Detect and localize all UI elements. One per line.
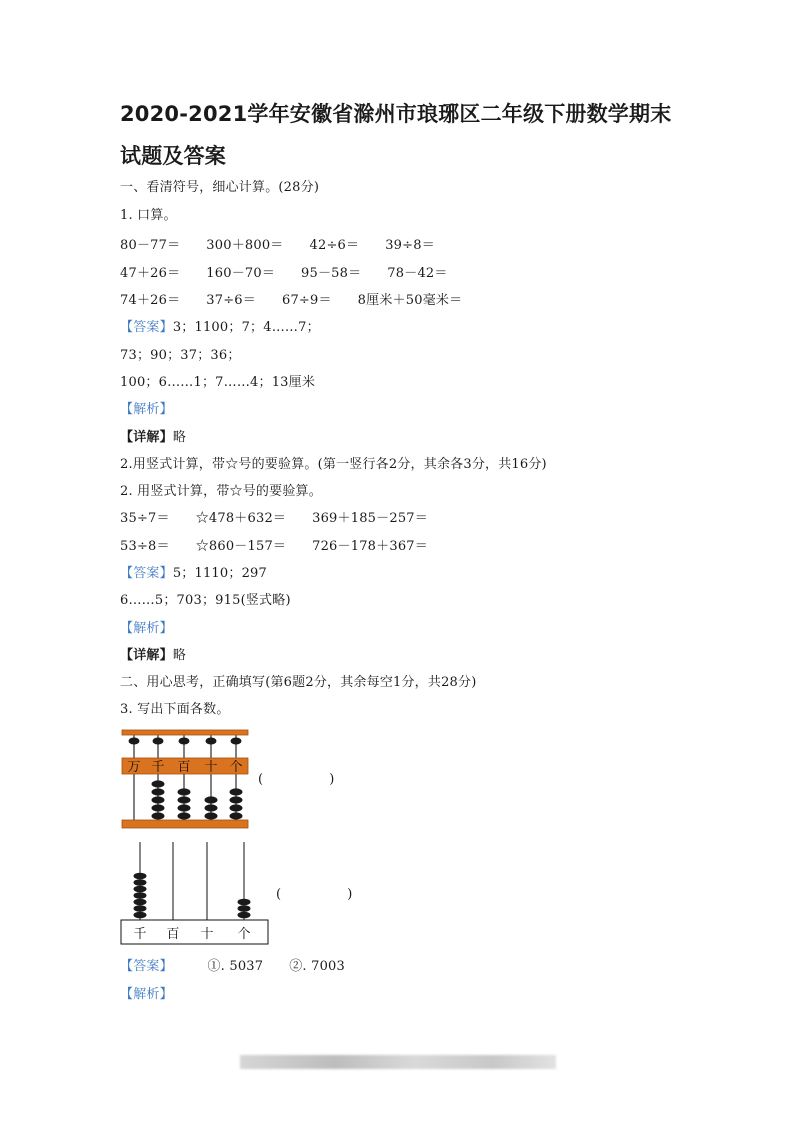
answer-label: 【答案】 [120,320,173,335]
abacus-place-label: 十 [204,760,218,775]
abacus-bead [230,804,243,811]
counting-rods-figure [118,840,278,950]
analysis-label: 【解析】 [120,987,173,1002]
calc-row-3: 74＋26＝ 37÷6＝ 67÷9＝ 8厘米＋50毫米＝ [120,293,463,308]
section-2-heading: 二、用心思考，正确填写(第6题2分，其余每空1分，共28分) [120,675,477,690]
vertical-calc-row-2: 53÷8＝ ☆860－157＝ 726－178＋367＝ [120,539,428,554]
abacus-place-label: 万 [127,760,141,775]
calc-row-2: 47＋26＝ 160－70＝ 95－58＝ 78－42＝ [120,266,448,281]
abacus-place-label: 千 [151,760,165,775]
abacus-bead [152,804,165,811]
rod-bead [134,899,147,906]
analysis-label: 【解析】 [120,621,173,636]
question-2-heading: 2.用竖式计算，带☆号的要验算。(第一竖行各2分，其余各3分，共16分) [120,457,547,472]
abacus-bead [152,788,165,795]
question-2: 2. 用竖式计算，带☆号的要验算。 [120,484,322,499]
document-title: 2020-2021学年安徽省滁州市琅琊区二年级下册数学期末试题及答案 [120,102,672,168]
rod-bead [134,886,147,893]
abacus-bead [178,812,191,819]
answer-row-2: 73；90；37；36； [120,348,241,363]
abacus-bar [122,820,248,828]
abacus-bead [231,738,242,745]
vertical-calc-row-1: 35÷7＝ ☆478＋632＝ 369＋185－257＝ [120,511,428,526]
detail-label: 【详解】 [120,648,173,663]
abacus-bead [178,788,191,795]
answer-row-1 [120,320,320,336]
analysis-label: 【解析】 [120,402,173,417]
answer-label: 【答案】 [120,566,173,581]
abacus-place-label: 个 [229,760,243,775]
answer-blank-1: ( ) [258,772,335,787]
answer-text: 3；1100；7；4……7； [172,320,320,335]
rod-bead [134,912,147,919]
detail-label: 【详解】 [120,430,173,445]
abacus-bead [205,804,218,811]
answer-row-6 [120,959,345,975]
answer-row-3: 100；6……1；7……4；13厘米 [120,375,316,390]
answer-label: 【答案】 [120,959,173,974]
abacus-bead [152,780,165,787]
answer-blank-2: ( ) [276,887,353,902]
section-1-heading: 一、看清符号，细心计算。(28分) [120,180,320,195]
detail-row-2 [120,648,186,664]
answer-text: ①. 5037 ②. 7003 [207,959,345,974]
detail-text: 略 [172,430,187,445]
abacus-bead [152,812,165,819]
abacus-bead [152,796,165,803]
rod-bead [238,912,251,919]
abacus-bead [153,738,164,745]
abacus-bead [205,812,218,819]
rod-place-label: 千 [133,927,147,942]
abacus-bead [230,812,243,819]
abacus-bead [205,796,218,803]
rod-place-label: 百 [166,927,180,942]
rod-bead [134,905,147,912]
question-3: 3. 写出下面各数。 [120,702,230,717]
abacus-bead [179,738,190,745]
rod-bead [238,899,251,906]
detail-row-1 [120,430,186,446]
rod-bead [238,905,251,912]
abacus-bead [129,738,140,745]
rod-bead [134,873,147,880]
abacus-bead [178,796,191,803]
calc-row-1: 80－77＝ 300＋800＝ 42÷6＝ 39÷8＝ [120,238,435,253]
rod-place-label: 十 [200,927,214,942]
abacus-bead [230,796,243,803]
answer-row-5: 6……5；703；915(竖式略) [120,593,291,608]
answer-text: 5；1110；297 [172,566,267,581]
answer-row-4 [120,566,267,582]
abacus-bead [178,804,191,811]
footer-watermark-bar [240,1055,556,1069]
rod-place-label: 个 [237,927,251,942]
abacus-place-label: 百 [177,760,191,775]
abacus-bar [122,730,248,735]
question-1: 1. 口算。 [120,208,177,223]
rod-bead [134,892,147,899]
detail-text: 略 [172,648,187,663]
abacus-bead [206,738,217,745]
abacus-bead [230,788,243,795]
rod-bead [134,879,147,886]
